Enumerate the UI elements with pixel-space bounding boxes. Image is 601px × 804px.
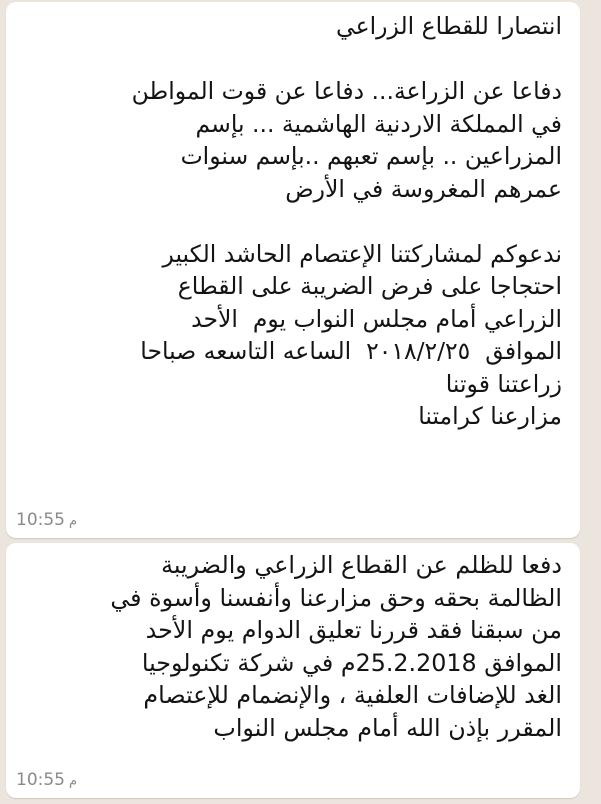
message-line: من سبقنا فقد قررنا تعليق الدوام يوم الأحد xyxy=(145,616,562,644)
message-line: احتجاجا على فرض الضريبة على القطاع xyxy=(177,272,562,300)
message-line: الموافق ٢٠١٨/٢/٢٥ الساعه التاسعه صباحا xyxy=(140,337,562,365)
message-line: دفعا للظلم عن القطاع الزراعي والضريبة xyxy=(161,551,562,579)
timestamp-time: 10:55 xyxy=(16,510,65,530)
timestamp-period: م xyxy=(69,774,78,789)
message-line: الظالمة بحقه وحق مزارعنا وأنفسنا وأسوة في xyxy=(110,583,562,612)
message-timestamp xyxy=(16,770,77,790)
message-line: الغد للإضافات العلفية ، والإنضمام للإعتصام xyxy=(143,681,562,709)
message-line: المزراعين .. بإسم تعبهم ..بإسم سنوات xyxy=(180,142,562,170)
message-line: الموافق 25.2.2018م في شركة تكنولوجيا xyxy=(141,648,562,677)
message-line: دفاعا عن الزراعة... دفاعا عن قوت المواطن xyxy=(131,77,562,105)
message-text xyxy=(20,549,562,744)
message-line: زراعتنا قوتنا xyxy=(445,369,562,398)
message-bubble[interactable] xyxy=(6,2,580,538)
message-text xyxy=(20,10,562,433)
message-line: المقرر بإذن الله أمام مجلس النواب xyxy=(213,713,562,742)
message-line: مزارعنا كرامتنا xyxy=(418,402,562,430)
message-timestamp xyxy=(16,510,77,530)
message-line: في المملكة الاردنية الهاشمية ... بإسم xyxy=(195,109,562,138)
timestamp-period: م xyxy=(69,514,78,529)
message-line: انتصارا للقطاع الزراعي xyxy=(336,12,562,40)
message-line: الزراعي أمام مجلس النواب يوم الأحد xyxy=(191,304,562,333)
message-bubble[interactable] xyxy=(6,543,580,798)
timestamp-time: 10:55 xyxy=(16,770,65,790)
message-line: ندعوكم لمشاركتنا الإعتصام الحاشد الكبير xyxy=(162,239,562,268)
message-line: عمرهم المغروسة في الأرض xyxy=(285,174,562,203)
